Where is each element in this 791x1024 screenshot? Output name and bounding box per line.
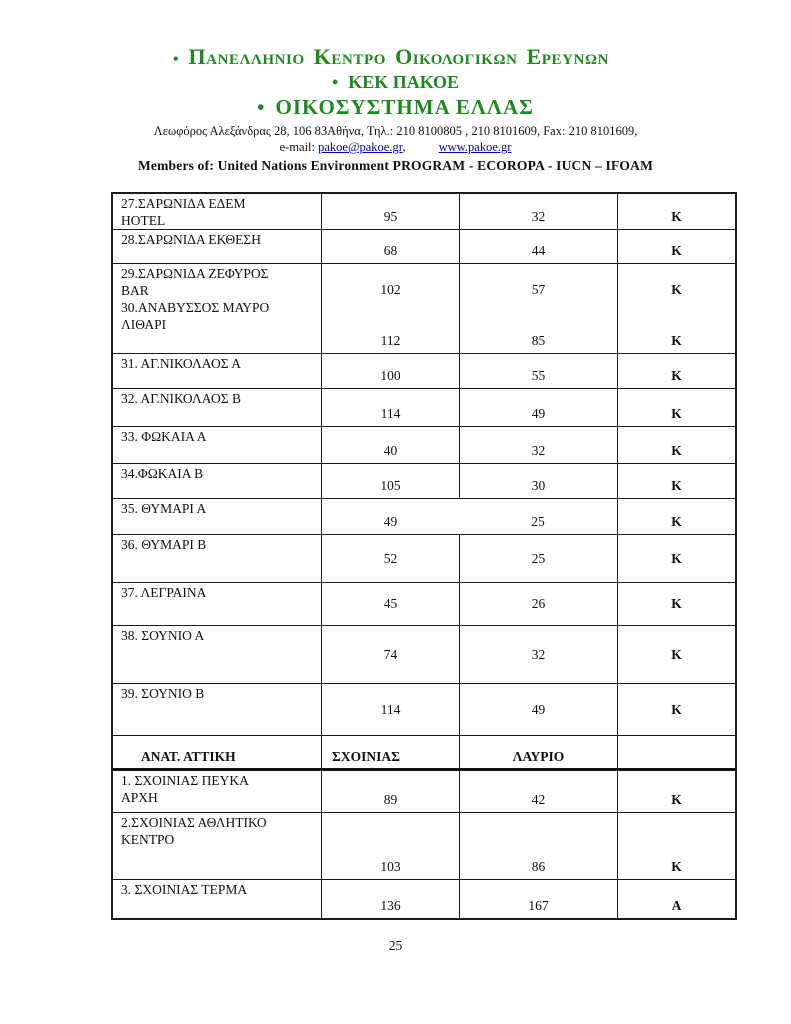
value-cell: 167	[459, 880, 617, 918]
value-cell: 32	[459, 427, 617, 463]
section-header-cell	[617, 736, 735, 768]
value-cell: 74	[321, 626, 459, 683]
value-cell: 102 112	[321, 264, 459, 353]
site-name-cell: 1. ΣΧΟΙΝΙΑΣ ΠΕΥΚΑ ΑΡΧΗ	[121, 773, 249, 805]
value-cell: 42	[459, 771, 617, 812]
value-cell: 103	[321, 813, 459, 879]
value-cell: 25	[459, 535, 617, 582]
value-cell: 32	[459, 194, 617, 229]
org-title	[0, 44, 791, 70]
org-title-words	[189, 44, 619, 70]
org-subtitle-2-text: ΟΙΚΟΣΥΣΤΗΜΑ ΕΛΛΑΣ	[275, 95, 534, 119]
rating-cell: Κ	[617, 684, 735, 735]
section-header-cell: ΛΑΥΡΙΟ	[459, 736, 617, 768]
table-row	[113, 264, 735, 354]
value-cell: 44	[459, 230, 617, 263]
value-cell: 114	[321, 389, 459, 426]
org-title-word: ΠΑΝΕΛΛΗΝΙΟ	[188, 44, 305, 69]
rating-cell: Κ	[617, 427, 735, 463]
table-row	[113, 626, 735, 684]
value-cell: 100	[321, 354, 459, 388]
rating-cell: Κ	[617, 813, 735, 879]
rating-cell: Κ	[617, 389, 735, 426]
table-row	[113, 583, 735, 626]
rating-cell: Κ Κ	[617, 264, 735, 353]
site-name-cell: 2.ΣΧΟΙΝΙΑΣ ΑΘΛΗΤΙΚΟ ΚΕΝΤΡΟ	[121, 815, 267, 847]
email-line	[0, 140, 791, 155]
rating-cell: Α	[617, 880, 735, 918]
org-title-word: ΚΕΝΤΡΟ	[313, 44, 387, 69]
website-link[interactable]: www.pakoe.gr	[438, 140, 512, 154]
value-cell: 45	[321, 583, 459, 625]
table-row	[113, 389, 735, 427]
site-name-cell: 27.ΣΑΡΩΝΙΔΑ ΕΔΕΜ HOTEL	[121, 196, 246, 228]
bullet-icon: •	[172, 51, 179, 68]
table-row	[113, 499, 735, 535]
rating-cell: Κ	[617, 583, 735, 625]
site-name-cell: 28.ΣΑΡΩΝΙΔΑ ΕΚΘΕΣΗ	[121, 232, 261, 247]
members-line: Members of: United Nations Environment PROGRAM - ECOROPA - IUCN – IFOAM	[137, 158, 654, 173]
value-cell: 49	[459, 684, 617, 735]
table-row	[113, 230, 735, 264]
org-subtitle-1-text: ΚΕΚ ΠΑΚΟΕ	[348, 72, 460, 92]
email-comma: ,	[402, 140, 406, 154]
letterhead	[0, 0, 791, 174]
site-name-cell: 33. ΦΩΚΑΙΑ Α	[121, 429, 207, 444]
table-row	[113, 194, 735, 230]
value-cell: 49	[321, 499, 459, 534]
measurements-table	[111, 192, 737, 920]
site-name-cell: 37. ΛΕΓΡΑΙΝΑ	[121, 585, 207, 600]
table-row	[113, 736, 735, 771]
site-name-cell: 29.ΣΑΡΩΝΙΔΑ ΖΕΦΥΡΟΣ BAR 30.ΑΝΑΒΥΣΣΟΣ ΜΑΥΡΟ ΛΙΘΑΡΙ	[121, 266, 270, 332]
table-row	[113, 771, 735, 813]
address-line: Λεωφόρος Αλεξάνδρας 28, 106 83Αθήνα, Τηλ.: 210 8100805 , 210 8101609, Fax: 210 8101609,	[153, 124, 638, 138]
value-cell: 114	[321, 684, 459, 735]
value-cell: 52	[321, 535, 459, 582]
site-name-cell: 34.ΦΩΚΑΙΑ Β	[121, 466, 204, 481]
rating-cell: Κ	[617, 499, 735, 534]
table-row	[113, 354, 735, 389]
table-row	[113, 880, 735, 918]
table-row	[113, 813, 735, 880]
value-cell: 95	[321, 194, 459, 229]
value-cell: 49	[459, 389, 617, 426]
bullet-icon: •	[257, 95, 266, 119]
org-subtitle-2	[0, 95, 791, 120]
value-cell: 26	[459, 583, 617, 625]
table-row	[113, 464, 735, 499]
rating-cell: Κ	[617, 354, 735, 388]
value-cell: 25	[531, 514, 545, 529]
section-title-cell: ΑΝΑΤ. ΑΤΤΙΚΗ	[141, 749, 236, 764]
rating-cell: Κ	[617, 230, 735, 263]
rating-cell: Κ	[617, 535, 735, 582]
section-header-cell: ΣΧΟΙΝΙΑΣ	[321, 736, 459, 768]
email-label: e-mail:	[279, 140, 315, 154]
org-subtitle-1	[0, 72, 791, 93]
org-title-word: ΟΙΚΟΛΟΓΙΚΩΝ	[395, 44, 518, 69]
value-cell: 68	[321, 230, 459, 263]
value-cell: 40	[321, 427, 459, 463]
table-row	[113, 427, 735, 464]
value-cell: 55	[459, 354, 617, 388]
rating-cell: Κ	[617, 626, 735, 683]
table-row	[113, 535, 735, 583]
value-cell: 86	[459, 813, 617, 879]
rating-cell: Κ	[617, 194, 735, 229]
value-cell: 89	[321, 771, 459, 812]
rating-cell: Κ	[617, 464, 735, 498]
value-cell: 136	[321, 880, 459, 918]
site-name-cell: 35. ΘΥΜΑΡΙ Α	[121, 501, 207, 516]
rating-cell: Κ	[617, 771, 735, 812]
site-name-cell: 38. ΣΟΥΝΙΟ Α	[121, 628, 205, 643]
value-cell: 57 85	[459, 264, 617, 353]
site-name-cell: 39. ΣΟΥΝΙΟ Β	[121, 686, 205, 701]
page-number: 25	[388, 938, 403, 953]
value-cell: 32	[459, 626, 617, 683]
site-name-cell: 3. ΣΧΟΙΝΙΑΣ ΤΕΡΜΑ	[121, 882, 248, 897]
site-name-cell: 31. ΑΓ.ΝΙΚΟΛΑΟΣ Α	[121, 356, 241, 371]
site-name-cell: 32. ΑΓ.ΝΙΚΟΛΑΟΣ Β	[121, 391, 241, 406]
site-name-cell: 36. ΘΥΜΑΡΙ Β	[121, 537, 207, 552]
email-link[interactable]: pakoe@pakoe.gr	[318, 140, 403, 154]
table-row	[113, 684, 735, 736]
value-cell: 30	[459, 464, 617, 498]
value-cell: 105	[321, 464, 459, 498]
org-title-word: ΕΡΕΥΝΩΝ	[526, 44, 610, 69]
bullet-icon: •	[331, 72, 339, 92]
